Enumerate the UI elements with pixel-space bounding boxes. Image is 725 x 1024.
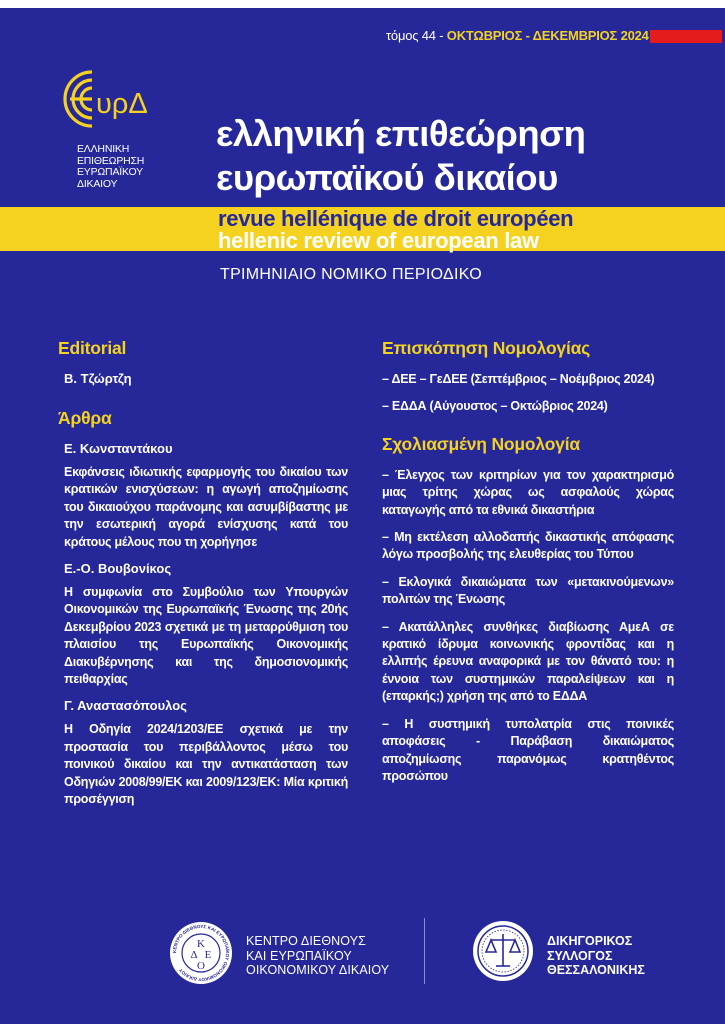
commented-case-item: – Έλεγχος των κριτηρίων για τον χαρακτηρισμό μιας τρίτης χώρας ως ασφαλούς χώρας καταγωγής από τα εθνικά δικαστήρια [382,467,674,517]
issue-period: ΟΚΤΩΒΡΙΟΣ - ΔΕΚΕΜΒΡΙΟΣ 2024 [446,28,649,43]
kedeo-ring-text: ΚΕΝΤΡΟ ΔΙΕΘΝΟΥΣ ΚΑΙ ΕΥΡΩΠΑΪΚΟΥ ΟΙΚΟΝΟΜΙΚΟΥ ΔΙΚΑΙΟΥ [171,923,231,983]
bar-association-logo [470,918,536,984]
logo-caption-line: ΔΙΚΑΙΟΥ [77,177,118,190]
kedeo-seal-icon [168,920,234,986]
commented-case-item: – Ακατάλληλες συνθήκες διαβίωσης ΑμεΑ σε κρατικό ίδρυμα κοινωνικής φροντίδας και η ελλιπής έρευνα αναφορικά με τον θάνατό του: η έννοια των συστημικών παραλείψεων και η (επαρκής;) χρήση της από το ΕΔΔΑ [382,619,674,704]
logo-caption [77,144,167,190]
article-title: Η συμφωνία στο Συμβούλιο των Υπουργών Οικονομικών της Ευρωπαϊκής Ένωσης της 20ής Δεκεμβρίου 2023 σχετικά με τη μεταρρύθμιση του πλαισίου της Ευρωπαϊκής Οικονομικής Διακυβέρνησης και της δημοσιονομικής πειθαρχίας [64,585,348,687]
kedeo-name [246,934,389,978]
bar-association-seal-icon [470,918,536,984]
red-accent-bar [650,30,722,43]
bar-association-name-line: ΔΙΚΗΓΟΡΙΚΟΣ [547,934,633,948]
commented-case-item: – Μη εκτέλεση αλλοδαπής δικαστικής απόφασης λόγω προσβολής της ελευθερίας του Τύπου [382,530,674,562]
case-review-item: – ΕΔΔΑ (Αύγουστος – Οκτώβριος 2024) [382,399,608,414]
bar-association-name-line: ΘΕΣΣΑΛΟΝΙΚΗΣ [547,963,645,977]
kedeo-logo [168,920,234,986]
article-title: Εκφάνσεις ιδιωτικής εφαρμογής του δικαίου των κρατικών ενισχύσεων: η αγωγή αποζημίωσης του δικαιούχου παράνομης και ασυμβίβαστης με την εσωτερική αγορά ενίσχυσης κατά του κράτους μέλους που τη χορήγησε [64,465,348,549]
journal-subtitle: ΤΡΙΜΗΝΙΑΙΟ ΝΟΜΙΚΟ ΠΕΡΙΟΔΙΚΟ [220,266,482,283]
case-review-item: – ΔΕΕ – ΓεΔΕΕ (Σεπτέμβριος – Νοέμβριος 2024) [382,372,655,386]
kedeo-letter: Ε [204,949,212,961]
title-greek-line2: ευρωπαϊκού δικαίου [216,157,558,198]
top-white-strip [0,0,725,8]
logo-caption-line: ΕΠΙΘΕΩΡΗΣΗ [77,154,145,167]
kedeo-letter: Ο [197,960,205,972]
bar-association-name-line: ΣΥΛΛΟΓΟΣ [547,948,613,963]
article-author: Ε. Κωνσταντάκου [64,441,173,456]
logo-caption-line: ΕΛΛΗΝΙΚΗ [77,143,130,155]
contents-right-column [382,338,674,795]
journal-title-french: revue hellénique de droit européen [218,206,574,231]
editorial-heading: Editorial [58,338,127,358]
kedeo-letter: Κ [197,938,205,950]
article-author: Ε.-Ο. Βουβονίκος [64,561,172,577]
kedeo-name-line: ΟΙΚΟΝΟΜΙΚΟΥ ΔΙΚΑΙΟΥ [246,963,390,977]
kedeo-name-line: ΚΕΝΤΡΟ ΔΙΕΘΝΟΥΣ [246,934,366,948]
eurd-logo-icon [58,64,168,144]
editorial-author: Β. Τζώρτζη [64,371,132,386]
article-title: Η Οδηγία 2024/1203/ΕΕ σχετικά με την προστασία του περιβάλλοντος μέσω του ποινικού δικαίου και την αντικατάσταση των Οδηγιών 2008/99/ΕΚ και 2009/123/ΕΚ: Μία κριτική προσέγγιση [64,722,348,807]
issue-line [386,28,649,43]
logo-caption-line: ΕΥΡΩΠΑΪΚΟΥ [77,166,143,178]
kedeo-name-line: ΚΑΙ ΕΥΡΩΠΑΪΚΟΥ [246,948,352,963]
bar-association-name [547,934,645,978]
commented-case-item: – Η συστημική τυπολατρία στις ποινικές αποφάσεις - Παράβαση δικαιώματος αποζημίωσης παρανόμως κρατηθέντος προσώπου [382,716,674,783]
commented-case-item: – Εκλογικά δικαιώματα των «μετακινούμενων» πολιτών της Ένωσης [382,574,674,607]
title-greek-line1: ελληνική επιθεώρηση [216,113,586,154]
journal-title-english: hellenic review of european law [218,228,539,253]
kedeo-letter: Δ [190,949,198,961]
case-review-heading: Επισκόπηση Νομολογίας [382,338,591,358]
articles-heading: Άρθρα [58,408,112,428]
logo-wordmark: υρΔ [96,88,148,120]
commented-cases-heading: Σχολιασμένη Νομολογία [382,433,580,454]
footer-divider [424,918,425,984]
issue-volume: τόμος 44 - [386,28,447,43]
contents-left-column [58,338,348,819]
article-author: Γ. Αναστασόπουλος [64,698,187,714]
journal-title-greek [216,112,716,200]
